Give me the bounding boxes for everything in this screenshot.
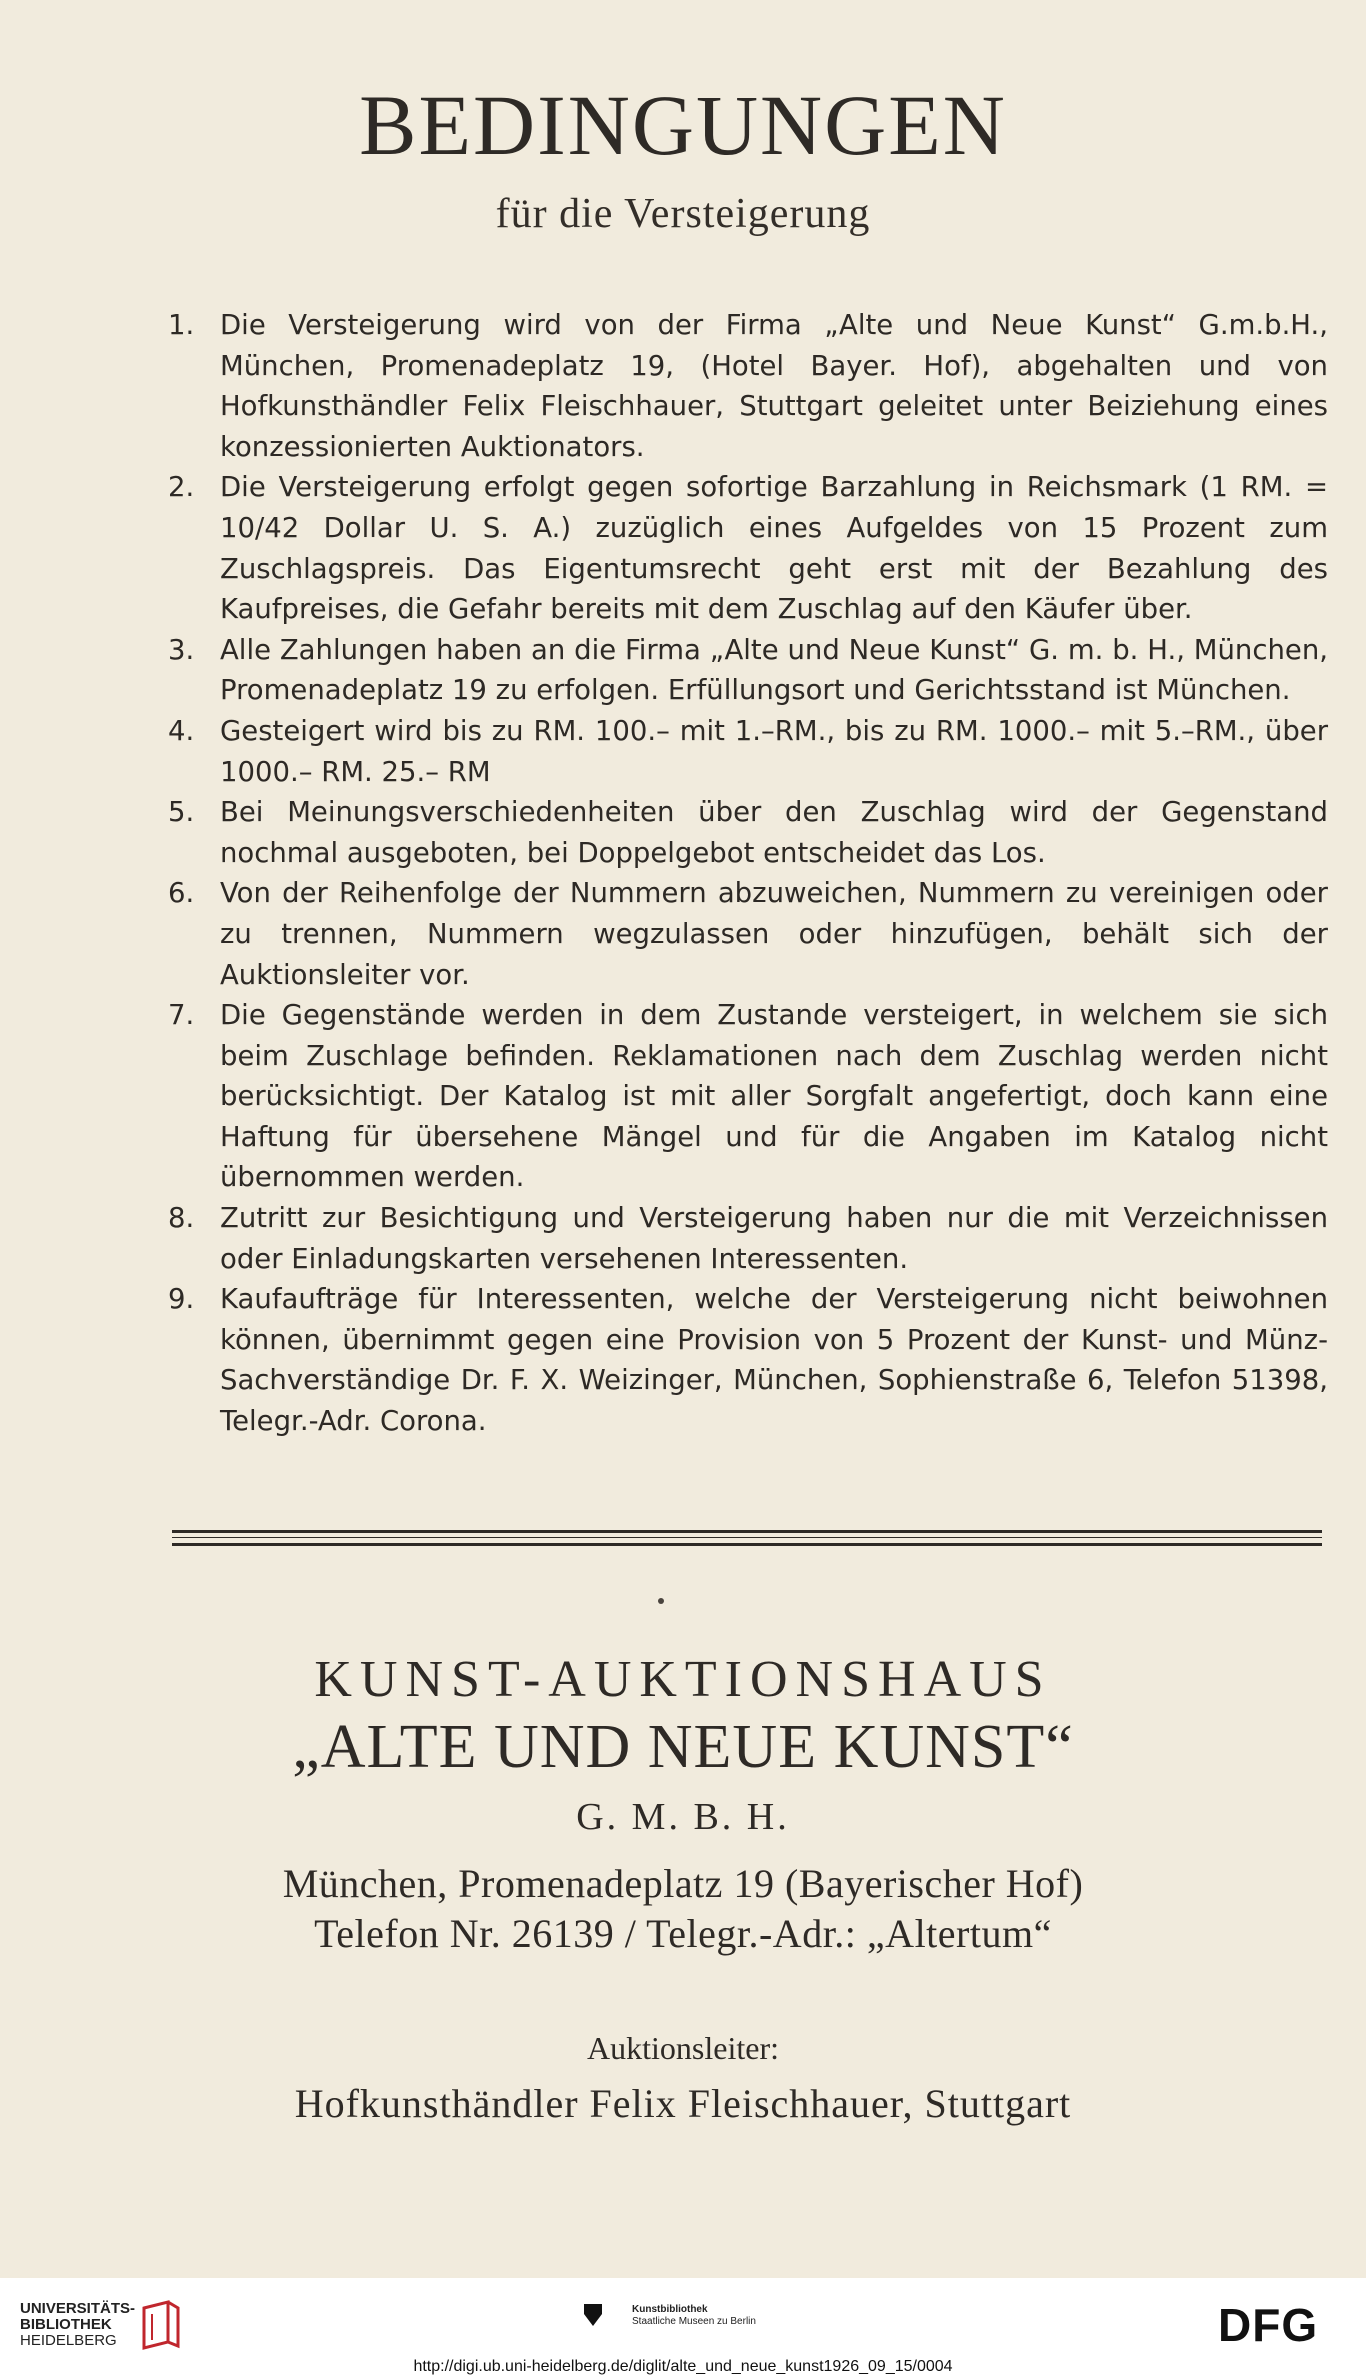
condition-item [168, 711, 1328, 792]
condition-number: 9. [168, 1283, 195, 1316]
condition-text: Die Versteigerung erfolgt gegen sofortige Barzahlung in Reichsmark (1 RM. = 10/42 Dollar U. S. A.) zuzüglich eines Aufgeldes von 15 Prozent zum Zuschlagspreis. Das Eigentumsrecht geht erst mit der Bezahlung des Kaufpreises, die Gefahr bereits mit dem Zuschlag auf den Käufer über. [220, 471, 1328, 626]
conditions-list [168, 305, 1328, 1442]
dfg-logo[interactable]: DFG [1218, 2299, 1319, 2351]
condition-item [168, 873, 1328, 995]
kb-line-1: Kunstbibliothek [632, 2304, 708, 2315]
condition-text: Bei Meinungsverschiedenheiten über den Zuschlag wird der Gegenstand nochmal ausgeboten, bei Doppelgebot entscheidet das Los. [220, 796, 1328, 869]
kunstbibliothek-logo-icon [582, 2302, 604, 2328]
condition-number: 1. [168, 309, 195, 341]
divider-rule [172, 1543, 1322, 1546]
condition-text: Alle Zahlungen haben an die Firma „Alte und Neue Kunst“ G. m. b. H., München, Promenadeplatz 19 zu erfolgen. Erfüllungsort und Gerichtsstand ist München. [220, 633, 1328, 707]
condition-text: Die Gegenstände werden in dem Zustande versteigert, in welchem sie sich beim Zuschlage befinden. Reklamationen nach dem Zuschlag werden nicht berücksichtigt. Der Katalog ist mit aller Sorgfalt angefertigt, doch kann eine Haftung für übersehene Mängel und für die Angaben im Katalog nicht übernommen werden. [220, 999, 1328, 1194]
company-form: G. M. B. H. [576, 1796, 790, 1838]
condition-item [168, 995, 1328, 1198]
divider-rule [172, 1530, 1322, 1533]
permalink-url[interactable]: http://digi.ub.uni-heidelberg.de/diglit/alte_und_neue_kunst1926_09_15/0004 [413, 2358, 953, 2375]
uni-line-2: BIBLIOTHEK [20, 2316, 112, 2333]
auctioneer-name: Hofkunsthändler Felix Fleischhauer, Stuttgart [294, 2081, 1072, 2126]
uni-line-1: UNIVERSITÄTS- [20, 2300, 136, 2317]
condition-item [168, 792, 1328, 873]
condition-item [168, 630, 1328, 711]
auctioneer-label: Auktionsleiter: [587, 2030, 779, 2066]
condition-number: 4. [168, 714, 195, 747]
condition-item [168, 305, 1328, 467]
kb-line-2: Staatliche Museen zu Berlin [632, 2316, 756, 2327]
page-title: BEDINGUNGEN [359, 77, 1007, 173]
ornament-dot [658, 1598, 664, 1604]
condition-text: Die Versteigerung wird von der Firma „Alte und Neue Kunst“ G.m.b.H., München, Promenadeplatz 19, (Hotel Bayer. Hof), abgehalten und von Hofkunsthändler Felix Fleischhauer, Stuttgart geleitet unter Beiziehung eines konzessionierten Auktionators. [220, 309, 1328, 463]
condition-number: 5. [168, 796, 195, 829]
page-subtitle: für die Versteigerung [495, 191, 871, 237]
condition-number: 7. [168, 999, 195, 1032]
condition-text: Von der Reihenfolge der Nummern abzuweichen, Nummern zu vereinigen oder zu trennen, Nummern wegzulassen oder hinzufügen, behält sich der Auktionsleiter vor. [220, 877, 1328, 991]
address-line: München, Promenadeplatz 19 (Bayerischer Hof) [282, 1861, 1084, 1906]
phone-line: Telefon Nr. 26139 / Telegr.-Adr.: „Altertum“ [314, 1911, 1052, 1956]
condition-item [168, 1198, 1328, 1279]
uni-library-logo-text[interactable] [20, 2301, 135, 2349]
condition-item [168, 1279, 1328, 1441]
footer-bar [0, 2278, 1366, 2377]
condition-item [168, 467, 1328, 629]
kunstbibliothek-label[interactable] [632, 2304, 756, 2328]
condition-text: Zutritt zur Besichtigung und Versteigerung haben nur die mit Verzeichnissen oder Einladungskarten versehenen Interessenten. [220, 1202, 1328, 1275]
auction-house-heading: KUNST-AUKTIONSHAUS [314, 1651, 1052, 1708]
auction-house-name: „ALTE UND NEUE KUNST“ [292, 1713, 1074, 1781]
condition-text: Gesteigert wird bis zu RM. 100.– mit 1.–RM., bis zu RM. 1000.– mit 5.–RM., über 1000.– RM. 25.– RM [220, 714, 1328, 788]
condition-number: 2. [168, 471, 195, 504]
condition-number: 8. [168, 1202, 195, 1235]
condition-text: Kaufaufträge für Interessenten, welche der Versteigerung nicht beiwohnen können, übernimmt gegen eine Provision von 5 Prozent der Kunst- und Münz-Sachverständige Dr. F. X. Weizinger, München, Sophienstraße 6, Telefon 51398, Telegr.-Adr. Corona. [220, 1283, 1328, 1438]
condition-number: 6. [168, 877, 195, 910]
uni-line-3: HEIDELBERG [20, 2332, 117, 2349]
condition-number: 3. [168, 633, 195, 666]
uni-library-logo-icon[interactable] [138, 2300, 184, 2350]
divider-rule [172, 1537, 1322, 1538]
